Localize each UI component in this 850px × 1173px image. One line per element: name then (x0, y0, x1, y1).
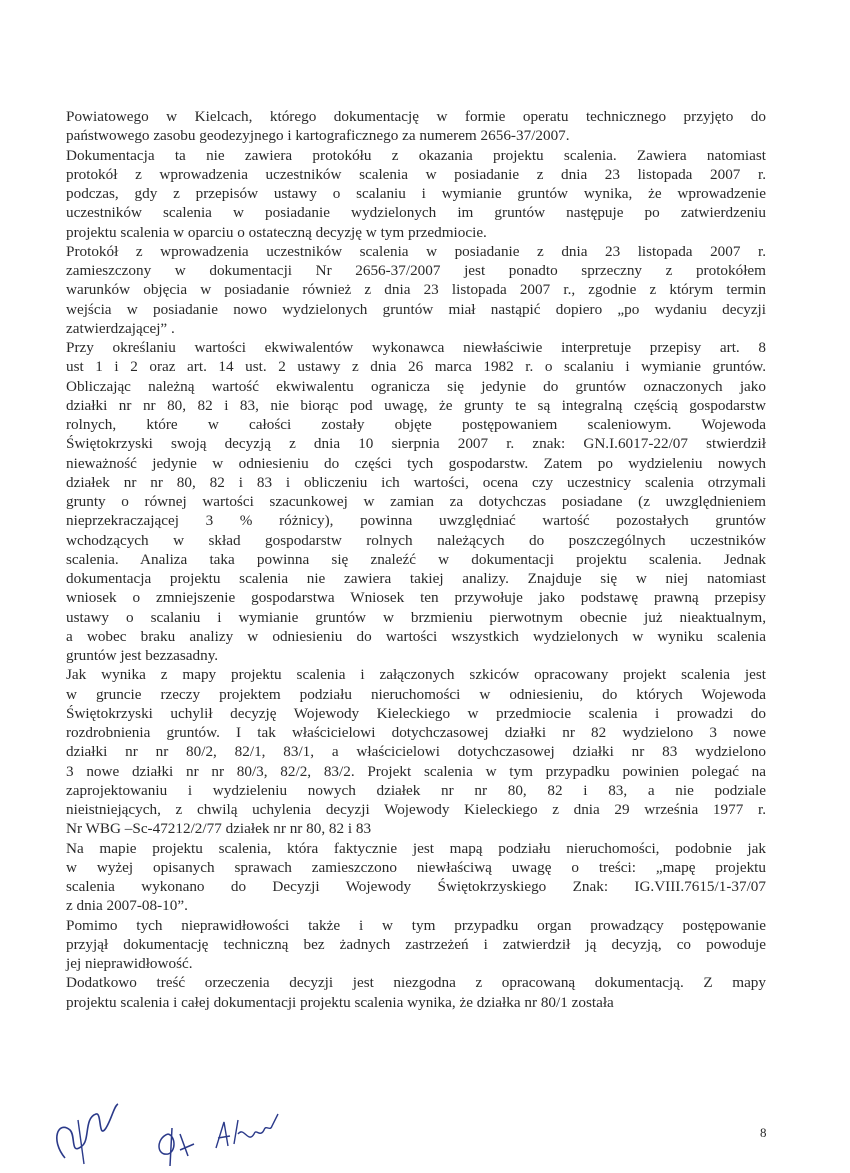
text-line: Przy określaniu wartości ekwiwalentów wykonawca niewłaściwie interpretuje przepisy art. 8 (66, 339, 766, 356)
text-line: Na mapie projektu scalenia, która faktycznie jest mapą podziału nieruchomości, podobnie jak (66, 839, 766, 857)
text-line: wejścia w posiadanie nowo wydzielonych gruntów miał nastąpić dopiero „po wydaniu decyzji (66, 300, 766, 318)
text-line: Świętokrzyski uchylił decyzję Wojewody Kieleckiego w przedmiocie scalenia i prowadzi do (66, 704, 766, 722)
text-line: projektu scalenia w oparciu o ostateczną decyzję w tym przedmiocie. (66, 223, 487, 241)
text-line: rolnych, które w całości zostały objęte postępowaniem scaleniowym. Wojewoda (66, 416, 766, 433)
text-line: w wyżej opisanych sprawach zamieszczono niewłaściwą uwagę o treści: „mapę projektu (66, 858, 766, 876)
text-line: jej nieprawidłowość. (66, 955, 193, 972)
text-line: zamieszczony w dokumentacji Nr 2656-37/2007 jest ponadto sprzeczny z protokółem (66, 262, 766, 279)
text-line: 3 nowe działki nr nr 80/3, 82/2, 83/2. Projekt scalenia w tym przypadku powinien polegać na (66, 762, 766, 780)
text-line: działki nr nr 80, 82 i 83, nie biorąc pod uwagę, że grunty te są integralną częścią gospodarstw (66, 396, 766, 414)
text-line: nieważność jedynie w odniesieniu do części tych gospodarstw. Zatem po wydzieleniu nowych (66, 454, 766, 472)
text-line: działki nr nr 80/2, 82/1, 83/1, a właścicielowi dotychczasowej działki nr 83 wydzielono (66, 743, 766, 761)
text-line: zatwierdzającej” . (66, 319, 175, 337)
text-line: Protokół z wprowadzenia uczestników scalenia w posiadanie z dnia 23 listopada 2007 r. (66, 242, 766, 260)
text-line: nieistniejących, z chwilą uchylenia decyzji Wojewody Kieleckiego z dnia 29 września 1977 r. (66, 801, 766, 818)
text-line: a wobec braku analizy w odniesieniu do wartości wszystkich wydzielonych w wyniku scalenia (66, 627, 766, 645)
text-line: ust 1 i 2 oraz art. 14 ust. 2 ustawy z dnia 26 marca 1982 r. o scalaniu i wymianie gruntów. (66, 358, 766, 376)
text-line: grunty o równej wartości szacunkowej w zamian za dotychczas posiadane (z uwzględnieniem (66, 493, 766, 510)
text-line: zaprojektowaniu i wydzieleniu nowych działek nr nr 80, 82 i 83, a nie podziale (66, 781, 766, 799)
text-line: nieprzekraczającej 3 % różnicy), powinna uwzględniać wartość pozostałych gruntów (66, 512, 766, 530)
text-line: warunków objęcia w posiadanie również z dnia 23 listopada 2007 r., zgodnie z którym termin (66, 281, 766, 299)
text-line: scalenia wykonano do Decyzji Wojewody Świętokrzyskiego Znak: IG.VIII.7615/1-37/07 (66, 878, 766, 895)
signature-1 (40, 1100, 130, 1170)
text-line: Dokumentacja ta nie zawiera protokółu z okazania projektu scalenia. Zawiera natomiast (66, 146, 766, 164)
signature-3 (208, 1108, 288, 1158)
text-line: przyjął dokumentację techniczną bez żadnych zastrzeżeń i zatwierdził ją decyzją, co powoduje (66, 935, 766, 953)
text-line: scalenia. Analiza taka powinna się znaleźć w dokumentacji projektu scalenia. Jednak (66, 550, 766, 568)
text-line: gruntów jest bezzasadny. (66, 647, 219, 664)
text-line: Jak wynika z mapy projektu scalenia i załączonych szkiców opracowany projekt scalenia jest (66, 666, 766, 684)
text-line: państwowego zasobu geodezyjnego i kartograficznego za numerem 2656-37/2007. (66, 127, 570, 145)
text-line: Obliczając należną wartość ekwiwalentu ogranicza się jedynie do gruntów oznaczonych jako (66, 377, 766, 395)
text-line: Pomimo tych nieprawidłowości także i w tym przypadku organ prowadzący postępowanie (66, 916, 766, 934)
text-line: Świętokrzyski swoją decyzją z dnia 10 sierpnia 2007 r. znak: GN.I.6017-22/07 stwierdził (66, 435, 766, 453)
text-line: dokumentacja projektu scalenia nie zawiera takiej analizy. Znajduje się w niej natomiast (66, 570, 766, 587)
text-line: protokół z wprowadzenia uczestników scalenia w posiadanie z dnia 23 listopada 2007 r. (66, 165, 766, 183)
text-line: projektu scalenia i całej dokumentacji projektu scalenia wynika, że działka nr 80/1 została (66, 993, 614, 1011)
text-line: uczestników scalenia w posiadanie wydzielonych im gruntów następuje po zatwierdzeniu (66, 204, 766, 222)
text-line: z dnia 2007-08-10”. (66, 897, 188, 915)
text-line: ustawy o scalaniu i wymianie gruntów w brzmieniu pierwotnym obecnie już nieaktualnym, (66, 608, 766, 626)
text-line: Powiatowego w Kielcach, którego dokumentację w formie operatu technicznego przyjęto do (66, 108, 766, 125)
text-line: w gruncie rzeczy projektem podziału nieruchomości w odniesieniu, do których Wojewoda (66, 685, 766, 703)
text-line: rozdrobnienia gruntów. I tak właścicielowi dotychczasowej działki nr 82 wydzielono 3 nowe (66, 724, 766, 741)
text-line: działek nr nr 80, 82 i 83 i obliczeniu ich wartości, ocena czy uczestnicy scalenia otrzymali (66, 473, 766, 491)
text-line: wniosek o zmniejszenie gospodarstwa Wniosek ten przywołuje jako podstawę prawną przepisy (66, 589, 766, 607)
text-line: Dodatkowo treść orzeczenia decyzji jest niezgodna z opracowaną dokumentacją. Z mapy (66, 974, 766, 992)
page-number: 8 (760, 1125, 767, 1140)
text-line: Nr WBG –Sc-47212/2/77 działek nr nr 80, 82 i 83 (66, 820, 372, 838)
text-line: wchodzących w skład gospodarstw rolnych należących do poszczególnych uczestników (66, 531, 766, 549)
signature-2 (150, 1120, 210, 1170)
text-line: podczas, gdy z przepisów ustawy o scalaniu i wymianie gruntów wynika, że wprowadzenie (66, 185, 766, 202)
